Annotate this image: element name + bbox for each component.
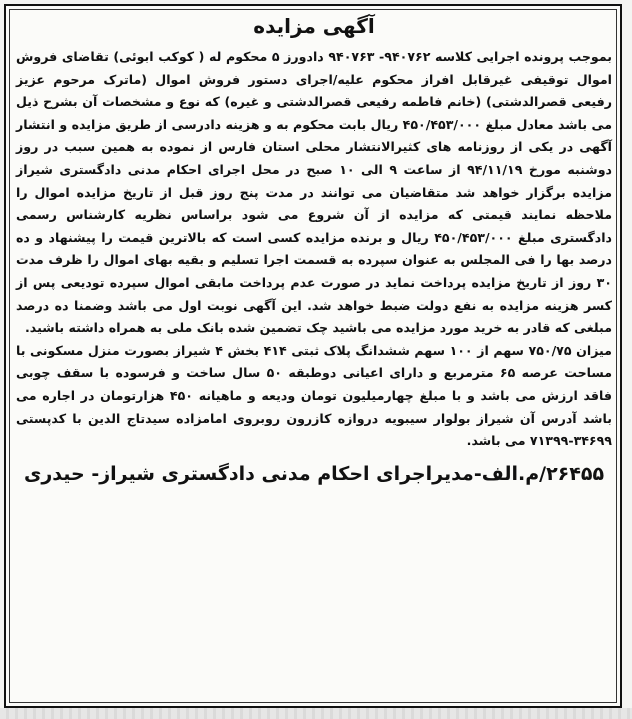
notice-paragraph-main: بموجب پرونده اجرایی کلاسه ۹۴۰۷۶۲- ۹۴۰۷۶۳ دادورز ۵ محکوم له ( کوکب ابوئی) تقاضای فروش اموال توقیفی غیرقابل افراز محکوم علیه/اجرای دستور فروش اموال (ماترک مرحوم عزیز رفیعی قصرالدشتی) (خانم فاطمه رفیعی قصرالدشتی و غیره) که نوع و مشخصات آن بشرح ذیل می باشد معادل مبلغ ۴۵۰/۴۵۳/۰۰۰ ریال بابت محکوم به و هزینه دادرسی از طریق مزایده و انتشار آگهی در یکی از روزنامه های کثیرالانتشار محلی استان فارس از نموده به همین سبب در روز دوشنبه مورخ ۹۴/۱۱/۱۹ از ساعت ۹ الی ۱۰ صبح در محل اجرای احکام مدنی دادگستری شیراز مزایده برگزار خواهد شد متقاضیان می توانند در مدت پنج روز قبل از تاریخ مزایده اموال را ملاحظه نمایند قیمتی که مزایده از آن شروع می شود براساس نظریه کارشناس رسمی دادگستری مبلغ ۴۵۰/۴۵۳/۰۰۰ ریال و برنده مزایده کسی است که بالاترین قیمت را پیشنهاد و ده درصد بها را فی المجلس به عنوان سپرده به قسمت اجرا تسلیم و بقیه بهای اموال را ظرف مدت ۳۰ روز از تاریخ مزایده پرداخت نماید در صورت عدم پرداخت مابقی اموال سپرده تودیعی پس از کسر هزینه مزایده به نفع دولت ضبط خواهد شد. این آگهی نوبت اول می باشد وضمنا ده درصد مبلغی که قادر به خرید مورد مزایده می باشید چک تضمین شده بانک ملی به همراه داشته باشید. xyxy=(16,49,612,336)
notice-content xyxy=(16,12,612,489)
notice-paragraph-property: میزان ۷۵۰/۷۵ سهم از ۱۰۰ سهم ششدانگ پلاک ثبتی ۴۱۴ بخش ۴ شیراز بصورت منزل مسکونی با مساحت عرصه ۶۵ مترمربع و دارای اعیانی دوطبقه ۵۰ سال ساخت و فرسوده با سقف چوبی فاقد ارزش می باشد و با مبلغ چهارمیلیون تومان ودیعه و ماهیانه ۴۵۰ هزارتومان در اجاره می باشد آدرس آن شیراز بولوار سیبویه دروازه کازرون روبروی امامزاده سیدتاج الدین با کدپستی ۳۴۶۹۹-۷۱۳۹۹ می باشد. xyxy=(16,342,613,449)
notice-title: آگهی مزایده xyxy=(253,14,375,38)
page-bottom-edge xyxy=(0,708,632,719)
notice-signature: ۲۶۴۵۵/م.الف-مدیراجرای احکام مدنی دادگستری شیراز- حیدری xyxy=(23,462,605,485)
